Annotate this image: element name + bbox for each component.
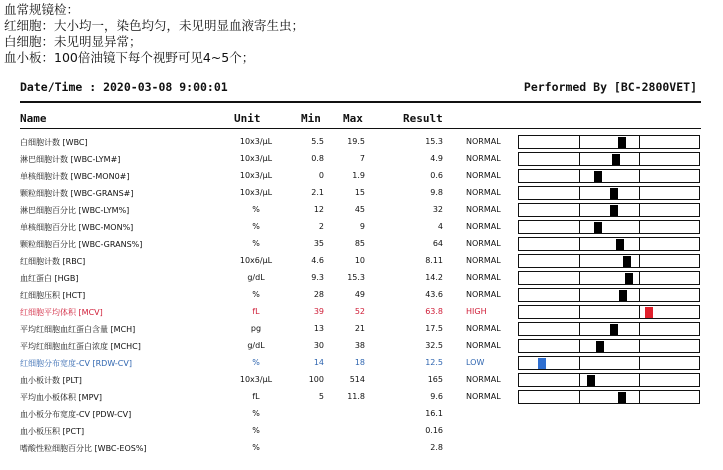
- range-min: 100: [308, 375, 324, 384]
- result-flag: LOW: [466, 358, 485, 367]
- test-result: 8.11: [425, 256, 443, 265]
- range-bar: [518, 271, 700, 285]
- range-max: 38: [354, 341, 365, 350]
- test-name: 红细胞压积 [HCT]: [20, 291, 86, 300]
- range-max: 10: [354, 256, 365, 265]
- test-result: 32.5: [425, 341, 443, 350]
- range-min: 2: [318, 222, 324, 231]
- test-result: 4: [437, 222, 443, 231]
- test-name: 血小板压积 [PCT]: [20, 427, 85, 436]
- range-bar: [518, 203, 700, 217]
- range-bar-divider: [639, 272, 640, 284]
- test-name: 血小板计数 [PLT]: [20, 376, 82, 385]
- range-bar: [518, 356, 700, 370]
- range-bar-divider: [639, 306, 640, 318]
- range-bar-divider: [639, 340, 640, 352]
- notes-wbc: 白细胞：未见明显异常；: [4, 34, 142, 49]
- range-bar-marker: [623, 256, 631, 267]
- header-result: Result: [403, 112, 443, 125]
- range-max: 11.8: [347, 392, 365, 401]
- range-bar-divider: [639, 136, 640, 148]
- result-flag: NORMAL: [466, 392, 501, 401]
- range-bar-marker: [596, 341, 604, 352]
- range-bar: [518, 288, 700, 302]
- test-name: 淋巴细胞计数 [WBC-LYM#]: [20, 155, 121, 164]
- range-bar-marker: [612, 154, 620, 165]
- result-flag: NORMAL: [466, 375, 501, 384]
- test-unit: 10x3/μL: [239, 375, 273, 384]
- table-row: [0, 219, 723, 236]
- range-bar: [518, 373, 700, 387]
- range-bar: [518, 305, 700, 319]
- range-bar: [518, 390, 700, 404]
- top-divider: [20, 101, 701, 103]
- test-name: 红细胞计数 [RBC]: [20, 257, 86, 266]
- test-result: 9.8: [430, 188, 443, 197]
- test-result: 2.8: [430, 443, 443, 452]
- test-unit: %: [252, 205, 260, 214]
- result-flag: NORMAL: [466, 341, 501, 350]
- notes-plt: 血小板：100倍油镜下每个视野可见4~5个；: [4, 50, 255, 65]
- range-bar-divider: [639, 170, 640, 182]
- test-name: 红细胞平均体积 [MCV]: [20, 308, 103, 317]
- test-name: 平均红细胞血红蛋白含量 [MCH]: [20, 325, 136, 334]
- range-min: 35: [313, 239, 324, 248]
- results-table: [0, 134, 723, 457]
- range-max: 52: [354, 307, 365, 316]
- range-max: 45: [354, 205, 365, 214]
- range-bar-marker: [610, 188, 618, 199]
- range-bar-marker: [616, 239, 624, 250]
- range-max: 85: [354, 239, 365, 248]
- test-name: 平均红细胞血红蛋白浓度 [MCHC]: [20, 342, 141, 351]
- range-bar-divider: [579, 204, 580, 216]
- range-max: 7: [359, 154, 365, 163]
- test-unit: fL: [252, 307, 260, 316]
- report-datetime: Date/Time : 2020-03-08 9:00:01: [20, 80, 228, 94]
- range-bar-divider: [639, 391, 640, 403]
- header-unit: Unit: [234, 112, 261, 125]
- test-name: 红细胞分布宽度-CV [RDW-CV]: [20, 359, 132, 368]
- notes-title: 血常规镜检：: [4, 2, 80, 17]
- test-result: 165: [427, 375, 443, 384]
- range-bar: [518, 135, 700, 149]
- range-bar-divider: [579, 306, 580, 318]
- table-row: [0, 406, 723, 423]
- table-row: [0, 423, 723, 440]
- range-bar-divider: [579, 374, 580, 386]
- range-bar-marker: [618, 392, 626, 403]
- range-min: 0: [318, 171, 324, 180]
- range-bar-divider: [639, 153, 640, 165]
- result-flag: NORMAL: [466, 290, 501, 299]
- range-max: 19.5: [347, 137, 365, 146]
- test-result: 4.9: [430, 154, 443, 163]
- table-row: [0, 134, 723, 151]
- range-bar-marker: [645, 307, 653, 318]
- range-max: 18: [354, 358, 365, 367]
- range-max: 9: [359, 222, 365, 231]
- table-row: [0, 338, 723, 355]
- test-result: 9.6: [430, 392, 443, 401]
- table-row: [0, 304, 723, 321]
- test-result: 0.6: [430, 171, 443, 180]
- range-min: 12: [313, 205, 324, 214]
- range-bar-marker: [625, 273, 633, 284]
- range-min: 5.5: [311, 137, 324, 146]
- range-bar-marker: [618, 137, 626, 148]
- result-flag: NORMAL: [466, 222, 501, 231]
- range-min: 13: [313, 324, 324, 333]
- range-bar-marker: [610, 205, 618, 216]
- test-unit: pg: [250, 324, 262, 333]
- test-unit: fL: [252, 392, 260, 401]
- range-bar: [518, 220, 700, 234]
- range-bar-marker: [594, 171, 602, 182]
- test-result: 15.3: [425, 137, 443, 146]
- range-bar-divider: [579, 187, 580, 199]
- microscopy-notes: [4, 2, 304, 66]
- test-result: 64: [432, 239, 443, 248]
- range-min: 9.3: [311, 273, 324, 282]
- test-result: 16.1: [425, 409, 443, 418]
- test-name: 嗜酸性粒细胞百分比 [WBC-EOS%]: [20, 444, 147, 453]
- result-flag: NORMAL: [466, 256, 501, 265]
- range-bar-divider: [579, 255, 580, 267]
- range-min: 14: [313, 358, 324, 367]
- test-unit: 10x6/μL: [239, 256, 273, 265]
- test-name: 白细胞计数 [WBC]: [20, 138, 88, 147]
- range-max: 21: [354, 324, 365, 333]
- range-min: 30: [313, 341, 324, 350]
- range-bar-marker: [619, 290, 627, 301]
- test-name: 颗粒细胞百分比 [WBC-GRANS%]: [20, 240, 143, 249]
- range-min: 2.1: [311, 188, 324, 197]
- test-name: 单核细胞百分比 [WBC-MON%]: [20, 223, 134, 232]
- header-min: Min: [301, 112, 321, 125]
- result-flag: NORMAL: [466, 154, 501, 163]
- test-unit: g/dL: [247, 341, 265, 350]
- range-bar-divider: [579, 340, 580, 352]
- result-flag: HIGH: [466, 307, 487, 316]
- range-bar-divider: [639, 374, 640, 386]
- range-bar-divider: [639, 357, 640, 369]
- table-row: [0, 321, 723, 338]
- test-name: 血红蛋白 [HGB]: [20, 274, 79, 283]
- table-row: [0, 372, 723, 389]
- header-max: Max: [343, 112, 363, 125]
- table-row: [0, 202, 723, 219]
- range-bar-divider: [639, 221, 640, 233]
- range-bar: [518, 152, 700, 166]
- range-bar: [518, 169, 700, 183]
- result-flag: NORMAL: [466, 171, 501, 180]
- range-bar-divider: [579, 272, 580, 284]
- result-flag: NORMAL: [466, 205, 501, 214]
- range-bar-divider: [579, 153, 580, 165]
- test-result: 17.5: [425, 324, 443, 333]
- range-min: 39: [313, 307, 324, 316]
- performed-by: Performed By [BC-2800VET]: [523, 80, 697, 94]
- table-row: [0, 389, 723, 406]
- test-name: 单核细胞计数 [WBC-MON0#]: [20, 172, 130, 181]
- test-result: 0.16: [425, 426, 443, 435]
- table-row: [0, 287, 723, 304]
- range-max: 15.3: [347, 273, 365, 282]
- test-unit: 10x3/μL: [239, 154, 273, 163]
- test-unit: %: [252, 222, 260, 231]
- range-bar-marker: [610, 324, 618, 335]
- test-name: 血小板分布宽度-CV [PDW-CV]: [20, 410, 132, 419]
- table-row: [0, 440, 723, 457]
- result-flag: NORMAL: [466, 273, 501, 282]
- table-row: [0, 355, 723, 372]
- range-min: 5: [318, 392, 324, 401]
- range-bar-divider: [579, 136, 580, 148]
- test-unit: %: [252, 409, 260, 418]
- range-bar-marker: [587, 375, 595, 386]
- test-result: 12.5: [425, 358, 443, 367]
- notes-rbc: 红细胞：大小均一，染色均匀，未见明显血液寄生虫；: [4, 18, 305, 33]
- range-bar-divider: [639, 289, 640, 301]
- result-flag: NORMAL: [466, 239, 501, 248]
- test-name: 平均血小板体积 [MPV]: [20, 393, 102, 402]
- range-bar-divider: [579, 323, 580, 335]
- test-unit: 10x3/μL: [239, 137, 273, 146]
- range-bar-divider: [639, 323, 640, 335]
- range-bar-divider: [579, 391, 580, 403]
- range-bar-divider: [579, 289, 580, 301]
- test-unit: %: [252, 443, 260, 452]
- range-bar-divider: [579, 170, 580, 182]
- range-bar-divider: [639, 255, 640, 267]
- test-result: 63.8: [425, 307, 443, 316]
- test-unit: %: [252, 290, 260, 299]
- test-unit: 10x3/μL: [239, 188, 273, 197]
- range-bar-marker: [594, 222, 602, 233]
- table-row: [0, 253, 723, 270]
- range-bar-divider: [579, 357, 580, 369]
- result-flag: NORMAL: [466, 188, 501, 197]
- range-bar: [518, 254, 700, 268]
- range-bar-divider: [579, 221, 580, 233]
- range-bar-divider: [579, 238, 580, 250]
- range-bar: [518, 339, 700, 353]
- test-unit: 10x3/μL: [239, 171, 273, 180]
- range-min: 4.6: [311, 256, 324, 265]
- header-name: Name: [20, 112, 47, 125]
- test-unit: %: [252, 358, 260, 367]
- range-min: 28: [313, 290, 324, 299]
- range-bar: [518, 322, 700, 336]
- test-unit: %: [252, 239, 260, 248]
- test-result: 43.6: [425, 290, 443, 299]
- range-max: 15: [354, 188, 365, 197]
- range-bar-divider: [639, 187, 640, 199]
- range-max: 1.9: [352, 171, 365, 180]
- table-row: [0, 168, 723, 185]
- range-max: 514: [349, 375, 365, 384]
- range-bar-divider: [639, 204, 640, 216]
- test-name: 颗粒细胞计数 [WBC-GRANS#]: [20, 189, 134, 198]
- range-bar-divider: [639, 238, 640, 250]
- test-result: 32: [432, 205, 443, 214]
- table-row: [0, 270, 723, 287]
- result-flag: NORMAL: [466, 324, 501, 333]
- range-bar: [518, 186, 700, 200]
- table-row: [0, 185, 723, 202]
- table-row: [0, 151, 723, 168]
- header-divider: [20, 128, 701, 129]
- table-row: [0, 236, 723, 253]
- test-unit: %: [252, 426, 260, 435]
- test-result: 14.2: [425, 273, 443, 282]
- test-unit: g/dL: [247, 273, 265, 282]
- range-bar-marker: [538, 358, 546, 369]
- test-name: 淋巴细胞百分比 [WBC-LYM%]: [20, 206, 130, 215]
- range-max: 49: [354, 290, 365, 299]
- result-flag: NORMAL: [466, 137, 501, 146]
- range-min: 0.8: [311, 154, 324, 163]
- range-bar: [518, 237, 700, 251]
